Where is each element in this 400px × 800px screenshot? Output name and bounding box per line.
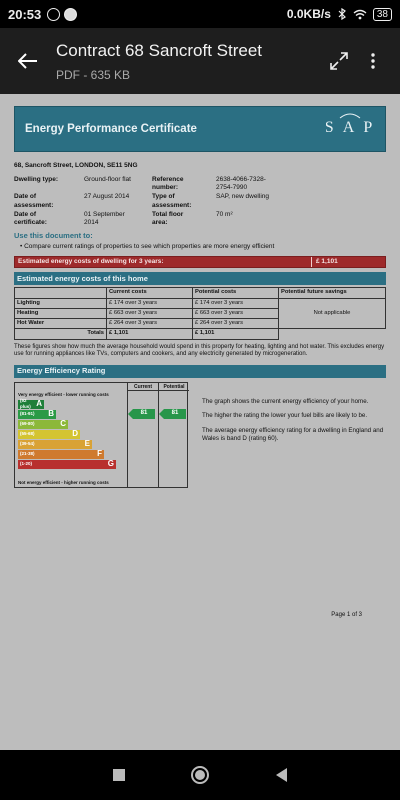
back-button[interactable] (10, 43, 46, 79)
total-potential: £ 1,101 (193, 329, 279, 339)
current-cost: £ 663 over 3 years (107, 308, 193, 318)
circle-icon[interactable] (191, 766, 209, 784)
band-letter: D (72, 429, 78, 439)
rating-band-c (18, 420, 68, 429)
column-divider (158, 391, 159, 487)
rating-band-a (18, 400, 44, 409)
more-options-button[interactable] (356, 44, 390, 78)
band-range: (1-20) (20, 461, 33, 467)
network-speed: 0.0KB/s (286, 7, 331, 21)
rating-section-title: Energy Efficiency Rating (14, 365, 386, 378)
wifi-icon (353, 9, 367, 20)
info-label: Dwelling type: (14, 176, 59, 184)
table-header: Potential costs (193, 288, 279, 298)
property-address: 68, Sancroft Street, LONDON, SE11 5NG (14, 162, 138, 169)
rating-description (188, 382, 386, 488)
svg-text:S A P: S A P (326, 119, 374, 136)
app-bar (0, 28, 400, 94)
costs-section-title: Estimated energy costs of this home (14, 272, 386, 285)
sap-logo (325, 112, 375, 146)
costs-banner-value: £ 1,101 (311, 257, 385, 267)
bluetooth-off-icon (337, 8, 347, 20)
chart-bottom-label: Not energy efficient - higher running costs (18, 479, 109, 485)
expand-button[interactable] (322, 44, 356, 78)
info-label: Date of assessment: (14, 193, 54, 209)
epc-title: Energy Performance Certificate (25, 122, 197, 135)
band-letter: G (107, 459, 114, 469)
rating-paragraph: The higher the rating the lower your fuel bills are likely to be. (202, 412, 368, 420)
info-value: SAP, new dwelling (216, 193, 269, 201)
rating-paragraph: The graph shows the current energy efficiency of your home. (202, 397, 369, 405)
total-current: £ 1,101 (107, 329, 193, 339)
info-label: Type of assessment: (152, 193, 192, 209)
more-vert-icon (371, 53, 375, 69)
potential-cost: £ 663 over 3 years (193, 308, 279, 318)
battery-icon: 38 (373, 8, 392, 21)
table-row (15, 298, 386, 308)
current-cost: £ 174 over 3 years (107, 298, 193, 308)
table-header: Potential future savings (279, 288, 386, 298)
rating-paragraph: The average energy efficiency rating for a dwelling in England and Wales is band D (rating 60). (202, 427, 384, 442)
table-header (15, 288, 107, 298)
band-range: (81-91) (20, 411, 35, 417)
status-time: 20:53 (8, 6, 42, 22)
band-letter: C (60, 419, 66, 429)
rating-band-d (18, 430, 80, 439)
band-range: (21-38) (20, 451, 35, 457)
info-value: 2638-4066-7328-2754-7990 (216, 176, 266, 192)
sap-logo-mark (326, 112, 374, 142)
arrow-left-icon (18, 53, 38, 69)
info-value: 70 m² (216, 210, 233, 218)
band-range: (55-68) (20, 431, 35, 437)
status-bar (0, 0, 400, 28)
potential-rating-arrow: 81 (164, 409, 186, 419)
band-letter: A (36, 399, 42, 409)
costs-banner (14, 256, 386, 268)
rating-band-e (18, 440, 92, 449)
costs-table (14, 287, 386, 339)
whatsapp-icon (47, 8, 60, 21)
property-info (14, 176, 386, 227)
totals-row (15, 329, 386, 339)
triangle-back-icon[interactable] (276, 768, 287, 782)
page-number: Page 1 of 3 (331, 612, 362, 618)
status-left-icons (47, 8, 77, 21)
costs-note: These figures show how much the average household would spend in this property for heating, lighting and hot water. This excludes energy use for running appliances like TVs, computers and cookers, and any electricity generated by microgeneration. (14, 343, 385, 358)
pdf-page (0, 94, 400, 750)
table-header: Current costs (107, 288, 193, 298)
info-label: Date of certificate: (14, 210, 47, 226)
rating-area (14, 382, 386, 488)
band-range: (92 plus) (20, 398, 31, 410)
square-icon[interactable] (113, 769, 125, 781)
blocked-icon (64, 8, 77, 21)
epc-header (14, 106, 386, 152)
expand-icon (330, 52, 348, 70)
rating-chart-head (127, 383, 189, 391)
table-header-row (15, 288, 386, 298)
info-label: Total floor area: (152, 210, 184, 226)
band-range: (69-80) (20, 421, 35, 427)
rating-band-g (18, 460, 116, 469)
col-current-label: Current (127, 383, 158, 391)
info-label: Reference number: (152, 176, 184, 192)
potential-cost: £ 264 over 3 years (193, 319, 279, 329)
current-cost: £ 264 over 3 years (107, 319, 193, 329)
future-savings: Not applicable (279, 298, 386, 329)
column-divider (127, 391, 128, 487)
title-block (56, 40, 322, 82)
empty-cell (279, 329, 386, 339)
document-subtitle: PDF - 635 KB (56, 68, 131, 82)
info-value: Ground-floor flat (84, 176, 131, 184)
rating-chart (14, 382, 188, 488)
status-right (287, 7, 392, 21)
row-label: Lighting (15, 298, 107, 308)
band-range: (39-54) (20, 441, 35, 447)
col-potential-label: Potential (158, 383, 189, 391)
home-dot (195, 770, 205, 780)
use-bullet-text: Compare current ratings of properties to see which properties are more energy efficient (24, 243, 275, 251)
potential-cost: £ 174 over 3 years (193, 298, 279, 308)
system-nav-bar (0, 750, 400, 800)
rating-band-f (18, 450, 104, 459)
current-rating-arrow: 81 (133, 409, 155, 419)
costs-banner-label: Estimated energy costs of dwelling for 3 years: (18, 258, 164, 266)
band-letter: F (97, 449, 102, 459)
row-label: Hot Water (15, 319, 107, 329)
row-label: Heating (15, 308, 107, 318)
info-value: 01 September 2014 (84, 210, 125, 226)
chart-top-label: Very energy efficient - lower running costs (18, 391, 109, 397)
info-value: 27 August 2014 (84, 193, 130, 201)
rating-band-b (18, 410, 56, 419)
pdf-viewer[interactable] (0, 94, 400, 750)
band-letter: B (48, 409, 54, 419)
use-document-title: Use this document to: (14, 230, 93, 240)
document-title: Contract 68 Sancroft Street (56, 41, 262, 60)
totals-label: Totals (15, 329, 107, 339)
band-letter: E (84, 439, 90, 449)
use-document-bullet: • Compare current ratings of properties to see which properties are more energy efficient (20, 243, 275, 251)
